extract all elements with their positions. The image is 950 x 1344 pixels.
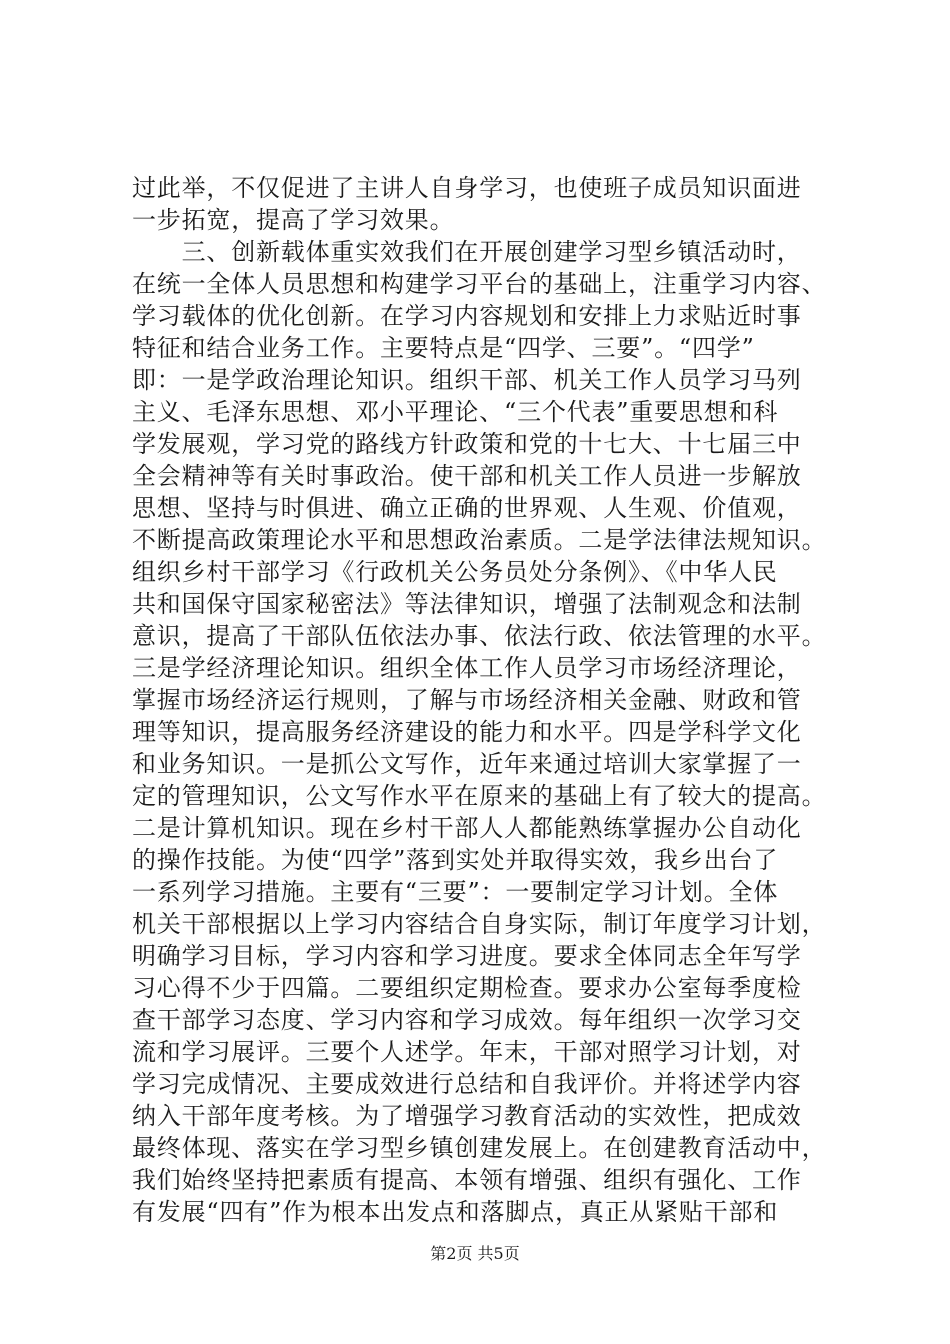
text-line: 全会精神等有关时事政治。使干部和机关工作人员进一步解放 xyxy=(132,462,802,490)
text-line: 学发展观，学习党的路线方针政策和党的十七大、十七届三中 xyxy=(132,430,802,458)
text-line: 的操作技能。为使“四学”落到实处并取得实效，我乡出台了 xyxy=(132,846,779,874)
text-line: 流和学习展评。三要个人述学。年末，干部对照学习计划，对 xyxy=(132,1038,802,1066)
text-line: 机关干部根据以上学习内容结合自身实际，制订年度学习计划， xyxy=(132,910,827,938)
text-line: 一系列学习措施。主要有“三要”：一要制定学习计划。全体 xyxy=(132,878,779,906)
text-line: 纳入干部年度考核。为了增强学习教育活动的实效性，把成效 xyxy=(132,1102,802,1130)
text-line: 有发展“四有”作为根本出发点和落脚点，真正从紧贴干部和 xyxy=(132,1198,779,1226)
text-line: 查干部学习态度、学习内容和学习成效。每年组织一次学习交 xyxy=(132,1006,802,1034)
text-line: 学习完成情况、主要成效进行总结和自我评价。并将述学内容 xyxy=(132,1070,802,1098)
text-line: 理等知识，提高服务经济建设的能力和水平。四是学科学文化 xyxy=(132,718,802,746)
text-line: 掌握市场经济运行规则，了解与市场经济相关金融、财政和管 xyxy=(132,686,802,714)
text-line: 学习载体的优化创新。在学习内容规划和安排上力求贴近时事 xyxy=(132,302,802,330)
text-line: 思想、坚持与时俱进、确立正确的世界观、人生观、价值观， xyxy=(132,494,802,522)
text-line: 明确学习目标，学习内容和学习进度。要求全体同志全年写学 xyxy=(132,942,802,970)
text-line: 在统一全体人员思想和构建学习平台的基础上，注重学习内容、 xyxy=(132,270,827,298)
text-line: 我们始终坚持把素质有提高、本领有增强、组织有强化、工作 xyxy=(132,1166,802,1194)
text-line: 三、创新载体重实效我们在开展创建学习型乡镇活动时， xyxy=(132,238,802,266)
text-line: 意识，提高了干部队伍依法办事、依法行政、依法管理的水平。 xyxy=(132,622,827,650)
body-text xyxy=(132,172,832,1228)
page-number: 第2页 共5页 xyxy=(430,1244,520,1263)
text-line: 共和国保守国家秘密法》等法律知识，增强了法制观念和法制 xyxy=(132,590,802,618)
text-line: 即：一是学政治理论知识。组织干部、机关工作人员学习马列 xyxy=(132,366,802,394)
text-line: 一步拓宽，提高了学习效果。 xyxy=(132,206,455,234)
text-line: 特征和结合业务工作。主要特点是“四学、三要”。“四学” xyxy=(132,334,755,362)
text-line: 三是学经济理论知识。组织全体工作人员学习市场经济理论， xyxy=(132,654,802,682)
text-line: 定的管理知识，公文写作水平在原来的基础上有了较大的提高。 xyxy=(132,782,827,810)
text-line: 主义、毛泽东思想、邓小平理论、“三个代表”重要思想和科 xyxy=(132,398,779,426)
text-line: 不断提高政策理论水平和思想政治素质。二是学法律法规知识。 xyxy=(132,526,827,554)
text-line: 二是计算机知识。现在乡村干部人人都能熟练掌握办公自动化 xyxy=(132,814,802,842)
text-line: 习心得不少于四篇。二要组织定期检查。要求办公室每季度检 xyxy=(132,974,802,1002)
text-line: 过此举，不仅促进了主讲人自身学习，也使班子成员知识面进 xyxy=(132,174,802,202)
text-line: 最终体现、落实在学习型乡镇创建发展上。在创建教育活动中， xyxy=(132,1134,827,1162)
text-line: 和业务知识。一是抓公文写作，近年来通过培训大家掌握了一 xyxy=(132,750,802,778)
text-line: 组织乡村干部学习《行政机关公务员处分条例》、《中华人民 xyxy=(132,558,778,586)
